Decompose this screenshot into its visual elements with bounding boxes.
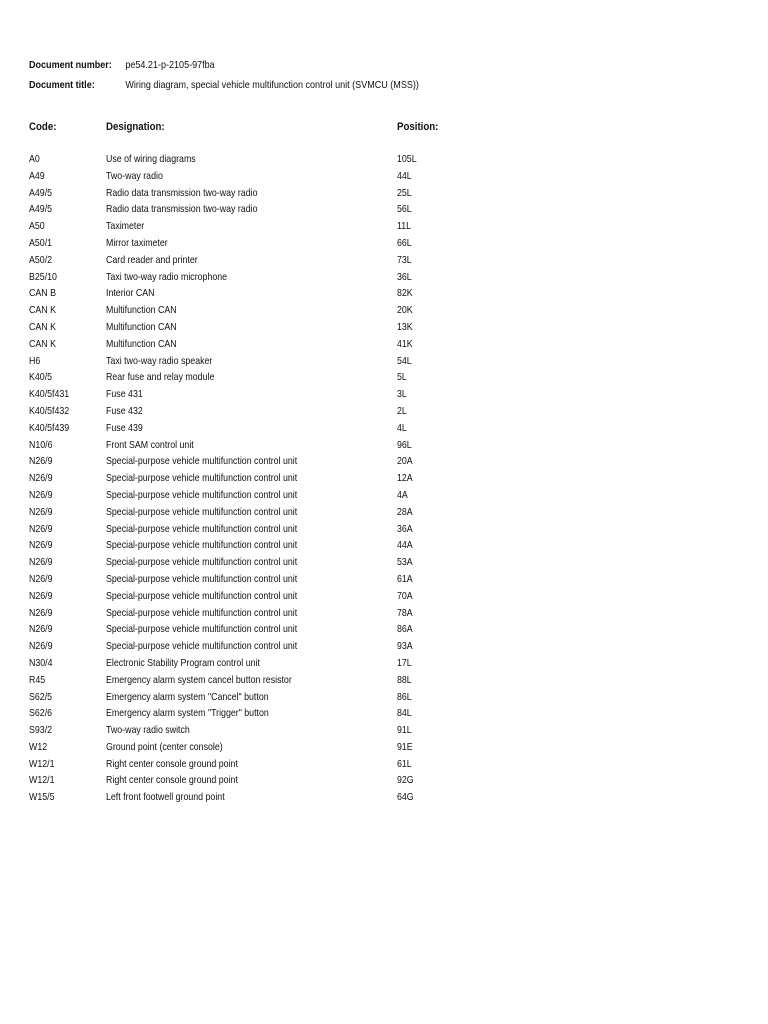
row-designation: Card reader and printer [106, 253, 198, 266]
row-designation: Fuse 432 [106, 404, 143, 417]
row-code: H6 [29, 354, 41, 367]
table-row [0, 689, 768, 706]
row-designation: Two-way radio [106, 169, 163, 182]
row-code: N26/9 [29, 488, 53, 501]
table-row [0, 218, 768, 235]
row-code: A49/5 [29, 203, 53, 216]
row-code: A49/5 [29, 186, 53, 199]
row-position: 91E [397, 740, 413, 753]
row-code: N26/9 [29, 522, 53, 535]
table-row [0, 319, 768, 336]
row-designation: Emergency alarm system "Trigger" button [106, 707, 269, 720]
row-designation: Emergency alarm system "Cancel" button [106, 690, 269, 703]
row-designation: Fuse 439 [106, 421, 143, 434]
row-code: N26/9 [29, 606, 53, 619]
row-designation: Taxi two-way radio microphone [106, 270, 228, 283]
table-row [0, 705, 768, 722]
row-code: N26/9 [29, 623, 53, 636]
row-designation: Special-purpose vehicle multifunction control unit [106, 606, 298, 619]
row-code: N26/9 [29, 472, 53, 485]
row-designation: Emergency alarm system cancel button resistor [106, 673, 292, 686]
table-row [0, 772, 768, 789]
table-row [0, 672, 768, 689]
row-code: R45 [29, 673, 46, 686]
row-designation: Special-purpose vehicle multifunction control unit [106, 522, 298, 535]
row-code: K40/5f432 [29, 404, 70, 417]
row-designation: Multifunction CAN [106, 320, 177, 333]
row-designation: Fuse 431 [106, 388, 143, 401]
row-designation: Left front footwell ground point [106, 791, 225, 804]
row-position: 82K [397, 287, 413, 300]
row-designation: Multifunction CAN [106, 337, 177, 350]
row-position: 2L [397, 404, 407, 417]
row-designation: Ground point (center console) [106, 740, 223, 753]
table-row [0, 201, 768, 218]
row-position: 61L [397, 757, 412, 770]
row-position: 36A [397, 522, 413, 535]
row-position: 96L [397, 438, 412, 451]
row-position: 36L [397, 270, 412, 283]
row-code: N26/9 [29, 539, 53, 552]
row-designation: Right center console ground point [106, 757, 238, 770]
row-designation: Taximeter [106, 220, 145, 233]
row-designation: Special-purpose vehicle multifunction control unit [106, 572, 298, 585]
table-row [0, 369, 768, 386]
table-row [0, 386, 768, 403]
row-designation: Interior CAN [106, 287, 155, 300]
row-position: 93A [397, 640, 413, 653]
document-number-label: Document number: [29, 59, 112, 71]
table-row [0, 571, 768, 588]
table-row [0, 453, 768, 470]
row-position: 20K [397, 304, 413, 317]
row-code: N26/9 [29, 572, 53, 585]
table-row [0, 252, 768, 269]
row-code: W15/5 [29, 791, 55, 804]
row-position: 92G [397, 774, 414, 787]
row-code: A0 [29, 153, 40, 165]
table-row [0, 302, 768, 319]
row-designation: Use of wiring diagrams [106, 153, 196, 165]
row-designation: Special-purpose vehicle multifunction control unit [106, 455, 298, 468]
row-code: S93/2 [29, 724, 53, 737]
row-position: 28A [397, 505, 413, 518]
row-designation: Special-purpose vehicle multifunction control unit [106, 589, 298, 602]
row-position: 86L [397, 690, 412, 703]
row-position: 41K [397, 337, 413, 350]
row-code: N26/9 [29, 556, 53, 569]
row-code: S62/5 [29, 690, 53, 703]
row-position: 12A [397, 472, 413, 485]
table-row [0, 353, 768, 370]
table-row [0, 437, 768, 454]
row-code: CAN K [29, 304, 56, 317]
row-designation: Special-purpose vehicle multifunction control unit [106, 623, 298, 636]
table-row [0, 504, 768, 521]
table-row [0, 521, 768, 538]
row-position: 54L [397, 354, 412, 367]
row-code: N10/6 [29, 438, 53, 451]
row-position: 17L [397, 656, 412, 669]
table-row [0, 487, 768, 504]
row-code: K40/5 [29, 371, 53, 384]
row-designation: Radio data transmission two-way radio [106, 203, 258, 216]
row-code: W12/1 [29, 774, 55, 787]
row-position: 84L [397, 707, 412, 720]
row-code: CAN K [29, 320, 56, 333]
row-code: N30/4 [29, 656, 53, 669]
table-row [0, 420, 768, 437]
table-row [0, 336, 768, 353]
row-designation: Taxi two-way radio speaker [106, 354, 213, 367]
row-position: 73L [397, 253, 412, 266]
row-position: 25L [397, 186, 412, 199]
document-title-value: Wiring diagram, special vehicle multifunction control unit (SVMCU (MSS)) [125, 79, 419, 91]
table-row [0, 739, 768, 756]
table-row [0, 789, 768, 806]
row-position: 88L [397, 673, 412, 686]
row-code: A49 [29, 169, 45, 182]
row-code: N26/9 [29, 589, 53, 602]
row-designation: Special-purpose vehicle multifunction control unit [106, 640, 298, 653]
table-row [0, 621, 768, 638]
table-row [0, 756, 768, 773]
row-code: N26/9 [29, 640, 53, 653]
table-row [0, 554, 768, 571]
row-code: B25/10 [29, 270, 57, 283]
row-designation: Electronic Stability Program control unit [106, 656, 260, 669]
table-row [0, 168, 768, 185]
row-position: 3L [397, 388, 407, 401]
row-designation: Special-purpose vehicle multifunction control unit [106, 472, 298, 485]
row-code: A50 [29, 220, 45, 233]
row-position: 70A [397, 589, 413, 602]
row-designation: Special-purpose vehicle multifunction control unit [106, 488, 298, 501]
row-code: N26/9 [29, 505, 53, 518]
table-row [0, 470, 768, 487]
row-designation: Front SAM control unit [106, 438, 194, 451]
row-position: 4L [397, 421, 407, 434]
row-designation: Two-way radio switch [106, 724, 190, 737]
table-row [0, 605, 768, 622]
row-code: N26/9 [29, 455, 53, 468]
row-code: A50/1 [29, 236, 53, 249]
document-title-label: Document title: [29, 79, 95, 91]
row-position: 53A [397, 556, 413, 569]
designation-header: Designation: [106, 121, 165, 133]
row-position: 20A [397, 455, 413, 468]
row-position: 78A [397, 606, 413, 619]
row-position: 44A [397, 539, 413, 552]
row-code: S62/6 [29, 707, 53, 720]
row-code: CAN B [29, 287, 56, 300]
table-row [0, 588, 768, 605]
row-position: 64G [397, 791, 414, 804]
row-designation: Special-purpose vehicle multifunction control unit [106, 539, 298, 552]
table-row [0, 403, 768, 420]
row-position: 86A [397, 623, 413, 636]
row-designation: Multifunction CAN [106, 304, 177, 317]
table-body [0, 151, 768, 806]
row-code: A50/2 [29, 253, 53, 266]
row-code: W12 [29, 740, 48, 753]
table-row [0, 269, 768, 286]
row-designation: Radio data transmission two-way radio [106, 186, 258, 199]
row-position: 91L [397, 724, 412, 737]
position-header: Position: [397, 121, 439, 133]
row-code: W12/1 [29, 757, 55, 770]
row-position: 61A [397, 572, 413, 585]
row-designation: Special-purpose vehicle multifunction control unit [106, 505, 298, 518]
document-number-value: pe54.21-p-2105-97fba [125, 59, 215, 71]
row-position: 105L [397, 153, 417, 165]
row-position: 66L [397, 236, 412, 249]
row-code: K40/5f431 [29, 388, 70, 401]
row-designation: Special-purpose vehicle multifunction control unit [106, 556, 298, 569]
table-row [0, 638, 768, 655]
row-designation: Mirror taximeter [106, 236, 168, 249]
row-code: CAN K [29, 337, 56, 350]
row-position: 5L [397, 371, 407, 384]
row-position: 13K [397, 320, 413, 333]
table-row [0, 537, 768, 554]
row-position: 4A [397, 488, 408, 501]
row-position: 44L [397, 169, 412, 182]
code-header: Code: [29, 121, 57, 133]
table-row [0, 285, 768, 302]
table-row [0, 655, 768, 672]
table-row [0, 185, 768, 202]
row-code: K40/5f439 [29, 421, 70, 434]
row-position: 56L [397, 203, 412, 216]
row-designation: Rear fuse and relay module [106, 371, 215, 384]
table-row [0, 722, 768, 739]
table-row [0, 151, 768, 168]
table-row [0, 235, 768, 252]
table-header [0, 121, 768, 137]
row-position: 11L [397, 220, 412, 233]
row-designation: Right center console ground point [106, 774, 238, 787]
